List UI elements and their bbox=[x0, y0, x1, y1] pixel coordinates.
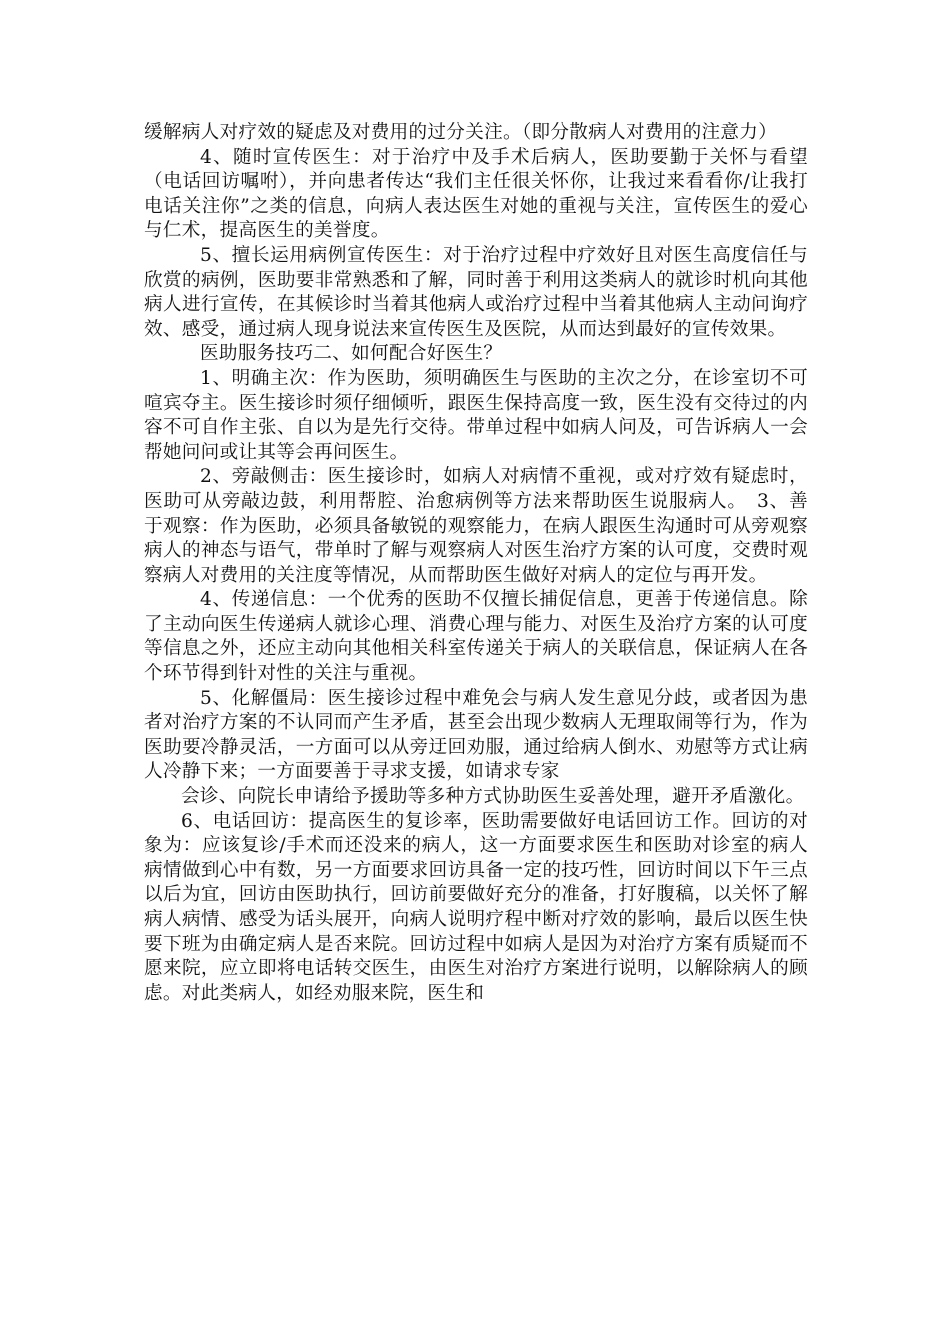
paragraph-side-support: 2、旁敲侧击：医生接诊时，如病人对病情不重视，或对疗效有疑虑时，医助可从旁敲边鼓，利用帮腔、治愈病例等方法来帮助医生说服病人。 3、善于观察：作为医助，必须具备敏锐的观察能力，在病人跟医生沟通时可从旁观察病人的神态与语气，带单时了解与观察病人对医生治疗方案的认可度，交费时观察病人对费用的关注度等情况，从而帮助医生做好对病人的定位与再开发。 bbox=[144, 466, 808, 586]
section-heading-cooperate: 医助服务技巧二、如何配合好医生？ bbox=[200, 343, 503, 365]
document-body bbox=[144, 121, 808, 1006]
paragraph-case-promotion: 5、擅长运用病例宣传医生：对于治疗过程中疗效好且对医生高度信任与欣赏的病例，医助要非常熟悉和了解，同时善于利用这类病人的就诊时机向其他病人进行宣传，在其候诊时当着其他病人或治疗过程中当着其他病人主动问询疗效、感受，通过病人现身说法来宣传医生及医院，从而达到最好的宣传效果。 bbox=[144, 244, 808, 340]
paragraph-promote-doctor: 4、随时宣传医生：对于治疗中及手术后病人，医助要勤于关怀与看望（电话回访嘱咐），并向患者传达“我们主任很关怀你，让我过来看看你/让我打电话关注你”之类的信息，向病人表达医生对她的重视与关注，宣传医生的爱心与仁术，提高医生的美誉度。 bbox=[144, 146, 808, 242]
paragraph-resolve-deadlock: 5、化解僵局：医生接诊过程中难免会与病人发生意见分歧，或者因为患者对治疗方案的不认同而产生矛盾，甚至会出现少数病人无理取闹等行为，作为医助要冷静灵活，一方面可以从旁迂回劝服，通过给病人倒水、劝慰等方式让病人冷静下来；一方面要善于寻求支援，如请求专家 bbox=[144, 687, 808, 783]
paragraph-consultation: 会诊、向院长申请给予援助等多种方式协助医生妥善处理，避开矛盾激化。 bbox=[181, 786, 805, 808]
paragraph-pass-information: 4、传递信息：一个优秀的医助不仅擅长捕促信息，更善于传递信息。除了主动向医生传递病人就诊心理、消费心理与能力、对医生及治疗方案的认可度等信息之外，还应主动向其他相关科室传递关于病人的关联信息，保证病人在各个环节得到针对性的关注与重视。 bbox=[144, 589, 808, 685]
paragraph-phone-followup: 6、电话回访：提高医生的复诊率，医助需要做好电话回访工作。回访的对象为：应该复诊/手术而还没来的病人，这一方面要求医生和医助对诊室的病人病情做到心中有数，另一方面要求回访具备一定的技巧性，回访时间以下午三点以后为宜，回访由医助执行，回访前要做好充分的准备，打好腹稿，以关怀了解病人病情、感受为话头展开，向病人说明疗程中断对疗效的影响，最后以医生快要下班为由确定病人是否来院。回访过程中如病人是因为对治疗方案有质疑而不愿来院，应立即将电话转交医生，由医生对治疗方案进行说明，以解除病人的顾虑。对此类病人，如经劝服来院，医生和 bbox=[144, 810, 808, 1004]
paragraph-continuation: 缓解病人对疗效的疑虑及对费用的过分关注。（即分散病人对费用的注意力） bbox=[144, 122, 778, 143]
paragraph-priorities: 1、明确主次：作为医助，须明确医生与医助的主次之分，在诊室切不可喧宾夺主。医生接诊时须仔细倾听，跟医生保持高度一致，医生没有交待过的内容不可自作主张、自以为是先行交待。带单过程中如病人问及，可告诉病人一会帮她问问或让其等会再问医生。 bbox=[144, 367, 808, 463]
